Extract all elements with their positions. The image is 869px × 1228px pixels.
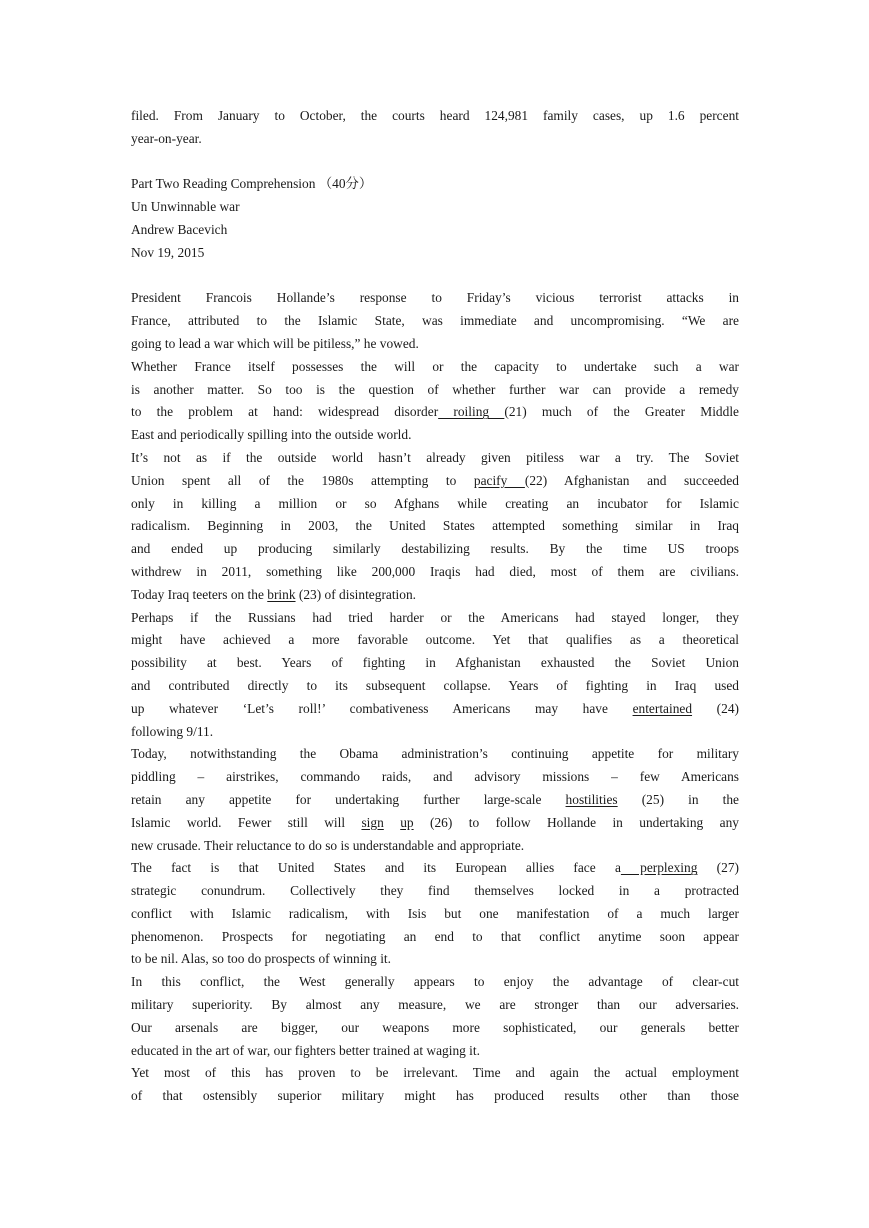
blank-word-22: pacify (473, 472, 525, 488)
blank-word-27: perplexing (620, 860, 698, 876)
text-run: up whatever ‘Let’s roll!’ combativeness Americans may have (131, 700, 633, 716)
text-line (131, 812, 739, 835)
text-line: radicalism. Beginning in 2003, the United States attempted something similar in Iraq (131, 518, 739, 534)
spacer (131, 265, 739, 288)
text-line: possibility at best. Years of fighting in Afghanistan exhausted the Soviet Union (131, 655, 739, 671)
article-author: Andrew Bacevich (131, 221, 228, 237)
text-line: new crusade. Their reluctance to do so is understandable and appropriate. (131, 837, 525, 853)
text-run (384, 815, 400, 830)
document-page (131, 105, 739, 1108)
text-line: military superiority. By almost any measure, we are stronger than our adversaries. (131, 997, 739, 1013)
text-line: to be nil. Alas, so too do prospects of winning it. (131, 951, 391, 967)
paragraph-1 (131, 287, 739, 355)
blank-word-25: hostilities (565, 791, 618, 807)
text-line: might have achieved a more favorable outcome. Yet that qualifies as a theoretical (131, 632, 739, 648)
text-line: withdrew in 2011, something like 200,000 Iraqis had died, most of them are civilians. (131, 563, 739, 579)
text-line: Perhaps if the Russians had tried harder or the Americans had stayed longer, they (131, 609, 739, 625)
text-line: only in killing a million or so Afghans while creating an incubator for Islamic (131, 495, 739, 511)
paragraph-7 (131, 971, 739, 1062)
text-line (131, 789, 739, 812)
text-run: (22) Afghanistan and succeeded (524, 472, 739, 488)
article-title: Un Unwinnable war (131, 199, 240, 215)
text-run: (21) much of the Greater Middle (504, 404, 739, 420)
text-run: to the problem at hand: widespread disorder (131, 404, 439, 420)
paragraph-4 (131, 607, 739, 744)
text-run: (26) to follow Hollande in undertaking any (413, 814, 739, 830)
paragraph-6 (131, 857, 739, 971)
text-run: (23) of disintegration. (295, 586, 417, 602)
text-line (131, 470, 739, 493)
text-line: Yet most of this has proven to be irrelevant. Time and again the actual employment (131, 1065, 739, 1081)
paragraph-8 (131, 1062, 739, 1108)
text-line: and ended up producing similarly destabilizing results. By the time US troops (131, 541, 739, 557)
text-line: It’s not as if the outside world hasn’t already given pitiless war a try. The Soviet (131, 449, 739, 465)
text-run: The fact is that United States and its European allies face a (131, 860, 621, 876)
text-line: Today, notwithstanding the Obama administration’s continuing appetite for military (131, 746, 739, 762)
blank-word-24: entertained (632, 700, 693, 716)
article-header (131, 173, 739, 264)
text-line: piddling – airstrikes, commando raids, and advisory missions – few Americans (131, 769, 739, 785)
article-date: Nov 19, 2015 (131, 244, 205, 260)
text-line: Our arsenals are bigger, our weapons more sophisticated, our generals better (131, 1019, 739, 1035)
spacer (131, 151, 739, 174)
section-heading: Part Two Reading Comprehension （40分） (131, 176, 373, 192)
intro-paragraph (131, 105, 739, 151)
text-line: strategic conundrum. Collectively they find themselves locked in a protracted (131, 883, 739, 899)
text-line: filed. From January to October, the courts heard 124,981 family cases, up 1.6 percent (131, 108, 739, 123)
text-line: President Francois Hollande’s response to Friday’s vicious terrorist attacks in (131, 290, 739, 306)
text-run: Islamic world. Fewer still will (131, 814, 362, 830)
text-run: Union spent all of the 1980s attempting to (131, 472, 474, 488)
text-line (131, 584, 739, 607)
text-line (131, 698, 739, 721)
text-line: Whether France itself possesses the will or the capacity to undertake such a war (131, 358, 739, 374)
text-line: In this conflict, the West generally appears to enjoy the advantage of clear-cut (131, 974, 739, 990)
text-run: (27) (697, 860, 739, 876)
paragraph-2 (131, 356, 739, 447)
text-line: East and periodically spilling into the outside world. (131, 427, 412, 443)
text-line: is another matter. So too is the question of whether further war can provide a remedy (131, 381, 739, 397)
text-line: following 9/11. (131, 723, 214, 739)
text-line: phenomenon. Prospects for negotiating an end to that conflict anytime soon appear (131, 928, 739, 944)
text-line: France, attributed to the Islamic State, was immediate and uncompromising. “We are (131, 313, 739, 329)
text-line: educated in the art of war, our fighters better trained at waging it. (131, 1042, 480, 1058)
text-line: conflict with Islamic radicalism, with Isis but one manifestation of a much larger (131, 905, 739, 921)
blank-word-26a: sign (361, 814, 384, 830)
text-line (131, 857, 739, 880)
text-line: and contributed directly to its subsequent collapse. Years of fighting in Iraq used (131, 677, 739, 693)
paragraph-5 (131, 743, 739, 857)
text-line (131, 401, 739, 424)
text-run: retain any appetite for undertaking further large-scale (131, 791, 566, 807)
text-run: Today Iraq teeters on the (131, 586, 268, 602)
paragraph-3 (131, 447, 739, 607)
text-run: (25) in the (617, 791, 739, 807)
text-line: going to lead a war which will be pitiless,” he vowed. (131, 335, 419, 351)
text-line: year-on-year. (131, 130, 202, 146)
text-run: (24) (692, 700, 739, 716)
blank-word-23: brink (267, 586, 296, 602)
blank-word-26b: up (400, 814, 414, 830)
text-line: of that ostensibly superior military might has produced results other than those (131, 1088, 739, 1104)
blank-word-21: roiling (438, 404, 505, 420)
